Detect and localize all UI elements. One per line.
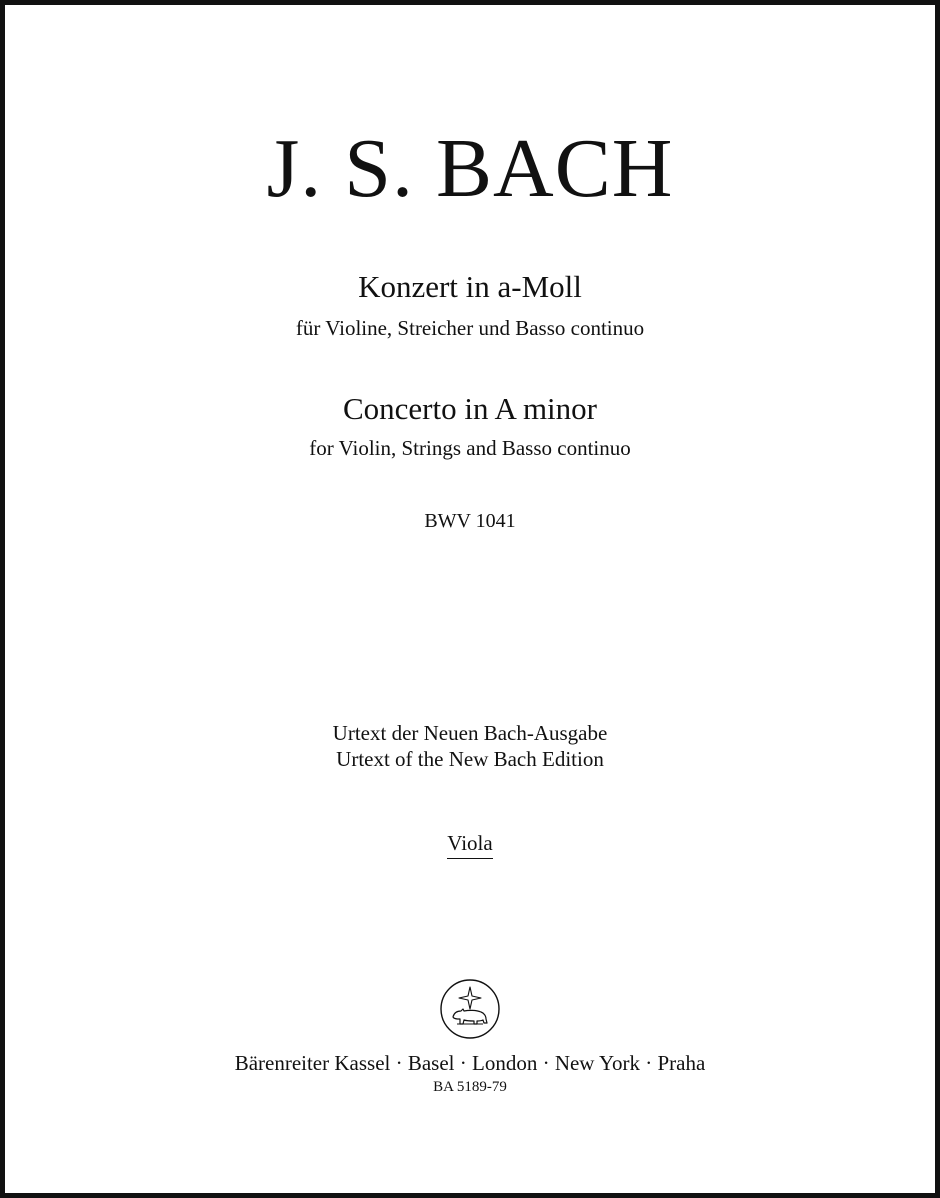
urtext-english: Urtext of the New Bach Edition: [336, 747, 604, 771]
title-english: Concerto in A minor: [342, 391, 597, 426]
subtitle-english: for Violin, Strings and Basso continuo: [309, 436, 631, 460]
urtext-german: Urtext der Neuen Bach-Ausgabe: [332, 721, 608, 745]
subtitle-german: für Violine, Streicher und Basso continuo: [295, 316, 645, 340]
baerenreiter-bear-logo-icon: [439, 978, 501, 1040]
part-label: Viola: [447, 833, 492, 859]
order-number: BA 5189-79: [433, 1079, 507, 1095]
part-heading: [5, 833, 935, 859]
publisher-line: Bärenreiter Kassel · Basel · London · New York · Praha: [234, 1051, 706, 1075]
title-german: Konzert in a-Moll: [358, 269, 582, 304]
composer-name: J. S. BACH: [266, 122, 674, 215]
catalog-number: BWV 1041: [424, 510, 516, 532]
